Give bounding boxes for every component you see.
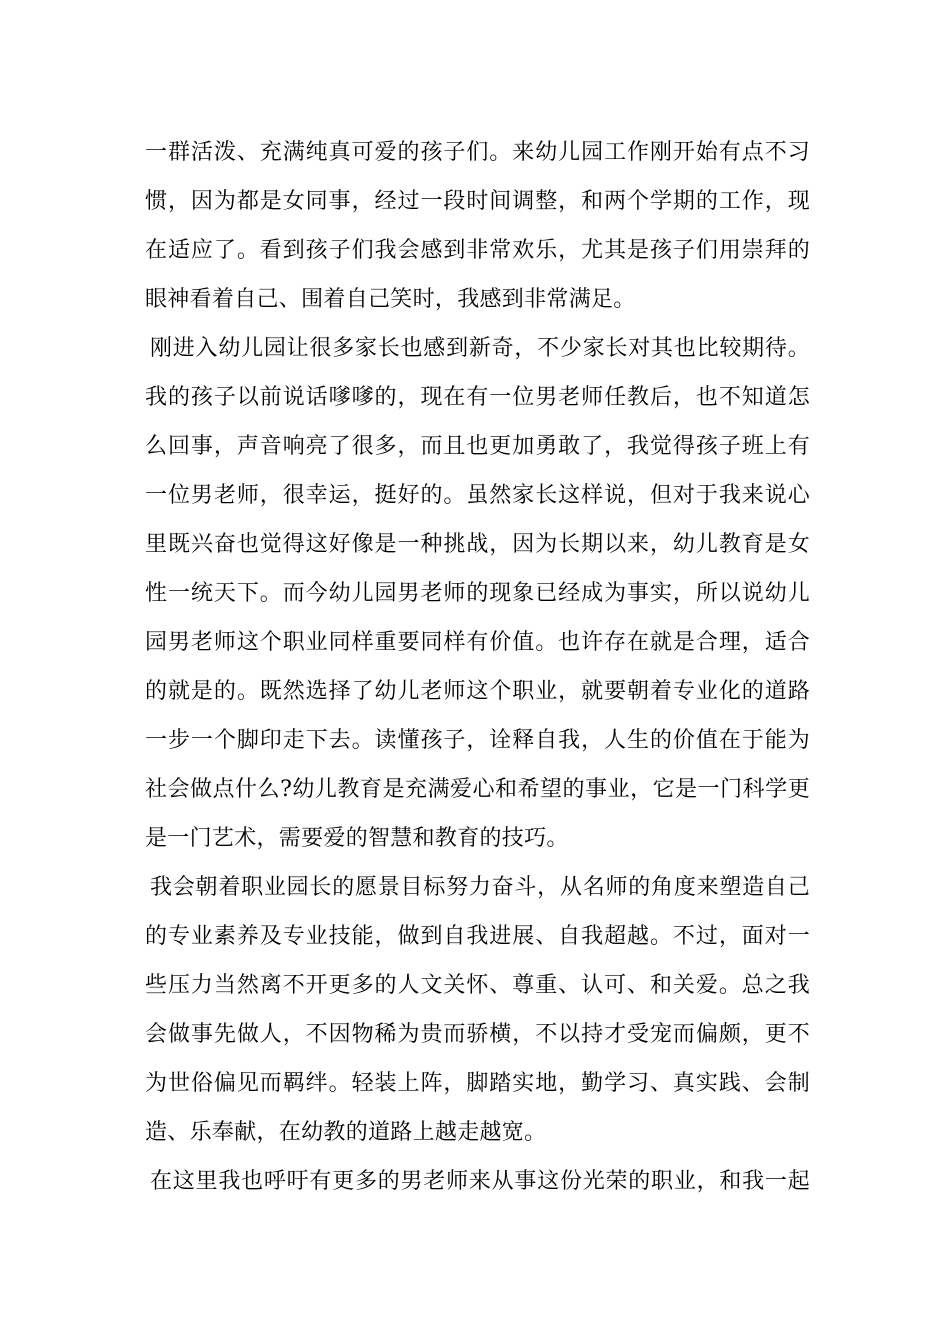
text-line: 一步一个脚印走下去。读懂孩子，诠释自我，人生的价值在于能为 [145,728,810,753]
paragraph-start-line: 在这里我也呼吁有更多的男老师来从事这份光荣的职业，和我一起 [150,1169,810,1194]
text-line: 我的孩子以前说话嗲嗲的，现在有一位男老师任教后，也不知道怎 [145,385,810,410]
text-line: 眼神看着自己、围着自己笑时，我感到非常满足。 [145,287,636,312]
text-line: 是一门艺术，需要爱的智慧和教育的技巧。 [145,826,569,851]
text-line: 的专业素养及专业技能，做到自我进展、自我超越。不过，面对一 [145,924,810,949]
text-line: 里既兴奋也觉得这好像是一种挑战，因为长期以来，幼儿教育是女 [145,532,810,557]
text-line: 为世俗偏见而羁绊。轻装上阵，脚踏实地，勤学习、真实践、会制 [145,1071,810,1096]
paragraph-start-line: 我会朝着职业园长的愿景目标努力奋斗，从名师的角度来塑造自己 [150,875,810,900]
text-line: 园男老师这个职业同样重要同样有价值。也许存在就是合理，适合 [145,630,810,655]
text-line: 在适应了。看到孩子们我会感到非常欢乐，尤其是孩子们用崇拜的 [145,238,810,263]
text-line: 一群活泼、充满纯真可爱的孩子们。来幼儿园工作刚开始有点不习 [145,140,810,165]
text-line: 么回事，声音响亮了很多，而且也更加勇敢了，我觉得孩子班上有 [145,434,810,459]
text-line: 些压力当然离不开更多的人文关怀、尊重、认可、和关爱。总之我 [145,973,810,998]
text-line: 造、乐奉献，在幼教的道路上越走越宽。 [145,1120,547,1145]
text-line: 的就是的。既然选择了幼儿老师这个职业，就要朝着专业化的道路 [145,679,810,704]
text-line: 社会做点什么?幼儿教育是充满爱心和希望的事业，它是一门科学更 [145,777,810,802]
text-line: 一位男老师，很幸运，挺好的。虽然家长这样说，但对于我来说心 [145,483,810,508]
text-line: 会做事先做人，不因物稀为贵而骄横，不以持才受宠而偏颇，更不 [145,1022,810,1047]
text-line: 惯，因为都是女同事，经过一段时间调整，和两个学期的工作，现 [145,189,810,214]
paragraph-start-line: 刚进入幼儿园让很多家长也感到新奇，不少家长对其也比较期待。 [150,336,810,361]
text-line: 性一统天下。而今幼儿园男老师的现象已经成为事实，所以说幼儿 [145,581,810,606]
